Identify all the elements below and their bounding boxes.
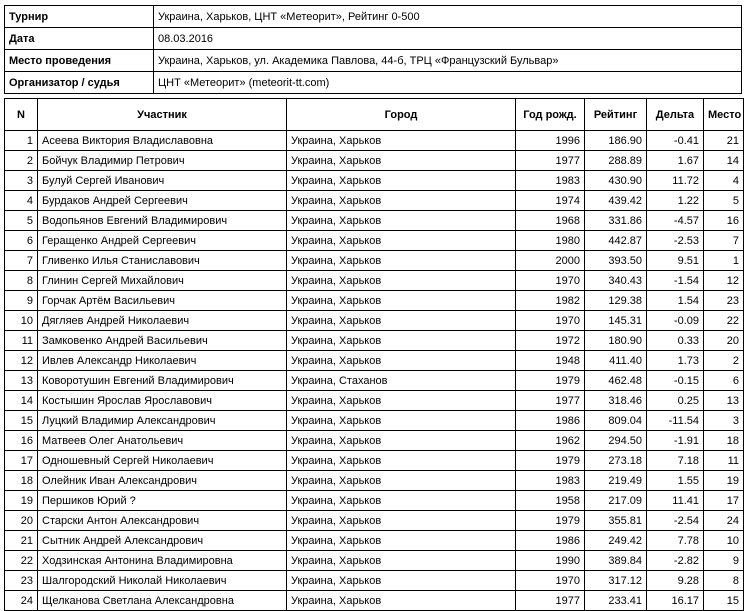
cell-participant: Гливенко Илья Станиславович: [38, 251, 287, 271]
cell-number: 15: [5, 411, 38, 431]
table-row: [5, 311, 744, 331]
table-row: [5, 451, 744, 471]
cell-place: 5: [704, 191, 744, 211]
cell-birth-year: 1977: [516, 391, 585, 411]
cell-number: 11: [5, 331, 38, 351]
cell-birth-year: 1974: [516, 191, 585, 211]
cell-place: 16: [704, 211, 744, 231]
cell-place: 2: [704, 351, 744, 371]
table-row: [5, 551, 744, 571]
cell-delta: 1.67: [647, 151, 704, 171]
cell-birth-year: 1977: [516, 591, 585, 611]
cell-place: 9: [704, 551, 744, 571]
column-header-number: N: [5, 99, 38, 131]
cell-participant: Водопьянов Евгений Владимирович: [38, 211, 287, 231]
cell-place: 22: [704, 311, 744, 331]
cell-rating: 180.90: [585, 331, 647, 351]
cell-rating: 355.81: [585, 511, 647, 531]
cell-city: Украина, Харьков: [287, 191, 516, 211]
cell-city: Украина, Харьков: [287, 291, 516, 311]
cell-rating: 233.41: [585, 591, 647, 611]
cell-number: 3: [5, 171, 38, 191]
table-row: [5, 491, 744, 511]
cell-birth-year: 1983: [516, 171, 585, 191]
table-row: [5, 431, 744, 451]
cell-participant: Ходзинская Антонина Владимировна: [38, 551, 287, 571]
cell-city: Украина, Харьков: [287, 211, 516, 231]
cell-participant: Матвеев Олег Анатольевич: [38, 431, 287, 451]
cell-rating: 809.04: [585, 411, 647, 431]
cell-number: 19: [5, 491, 38, 511]
cell-birth-year: 1962: [516, 431, 585, 451]
cell-birth-year: 1958: [516, 491, 585, 511]
cell-delta: -0.41: [647, 131, 704, 151]
cell-place: 13: [704, 391, 744, 411]
cell-city: Украина, Харьков: [287, 551, 516, 571]
cell-birth-year: 1948: [516, 351, 585, 371]
cell-number: 5: [5, 211, 38, 231]
cell-birth-year: 1996: [516, 131, 585, 151]
cell-city: Украина, Харьков: [287, 471, 516, 491]
cell-city: Украина, Харьков: [287, 411, 516, 431]
table-row: [5, 171, 744, 191]
cell-rating: 318.46: [585, 391, 647, 411]
cell-participant: Геращенко Андрей Сергеевич: [38, 231, 287, 251]
cell-rating: 430.90: [585, 171, 647, 191]
info-value: Украина, Харьков, ул. Академика Павлова, 44-б, ТРЦ «Французский Бульвар»: [154, 50, 742, 72]
cell-delta: -0.15: [647, 371, 704, 391]
table-row: [5, 151, 744, 171]
cell-number: 17: [5, 451, 38, 471]
cell-place: 11: [704, 451, 744, 471]
table-row: [5, 291, 744, 311]
cell-city: Украина, Харьков: [287, 431, 516, 451]
cell-place: 8: [704, 571, 744, 591]
info-value: ЦНТ «Метеорит» (meteorit-tt.com): [154, 72, 742, 94]
cell-birth-year: 1986: [516, 531, 585, 551]
column-header-participant: Участник: [38, 99, 287, 131]
cell-delta: 1.55: [647, 471, 704, 491]
cell-number: 16: [5, 431, 38, 451]
cell-delta: -0.09: [647, 311, 704, 331]
cell-place: 1: [704, 251, 744, 271]
table-row: [5, 251, 744, 271]
cell-city: Украина, Харьков: [287, 251, 516, 271]
cell-participant: Глинин Сергей Михайлович: [38, 271, 287, 291]
info-label: Дата: [5, 28, 154, 50]
table-row: [5, 191, 744, 211]
cell-participant: Першиков Юрий ?: [38, 491, 287, 511]
cell-participant: Сытник Андрей Александрович: [38, 531, 287, 551]
column-header-city: Город: [287, 99, 516, 131]
cell-participant: Шалгородский Николай Николаевич: [38, 571, 287, 591]
cell-place: 4: [704, 171, 744, 191]
cell-participant: Дягляев Андрей Николаевич: [38, 311, 287, 331]
cell-number: 7: [5, 251, 38, 271]
table-row: [5, 411, 744, 431]
cell-delta: -1.54: [647, 271, 704, 291]
cell-rating: 389.84: [585, 551, 647, 571]
cell-rating: 331.86: [585, 211, 647, 231]
header-row: [5, 99, 744, 131]
cell-delta: 7.18: [647, 451, 704, 471]
cell-place: 21: [704, 131, 744, 151]
info-label: Организатор / судья: [5, 72, 154, 94]
cell-place: 10: [704, 531, 744, 551]
cell-delta: 1.73: [647, 351, 704, 371]
cell-city: Украина, Харьков: [287, 591, 516, 611]
cell-city: Украина, Харьков: [287, 391, 516, 411]
cell-city: Украина, Харьков: [287, 491, 516, 511]
cell-number: 23: [5, 571, 38, 591]
cell-participant: Костышин Ярослав Ярославович: [38, 391, 287, 411]
cell-participant: Луцкий Владимир Александрович: [38, 411, 287, 431]
cell-city: Украина, Харьков: [287, 571, 516, 591]
cell-number: 1: [5, 131, 38, 151]
info-label: Турнир: [5, 6, 154, 28]
cell-birth-year: 1977: [516, 151, 585, 171]
cell-birth-year: 1986: [516, 411, 585, 431]
cell-rating: 249.42: [585, 531, 647, 551]
cell-rating: 340.43: [585, 271, 647, 291]
table-row: [5, 331, 744, 351]
cell-participant: Одношевный Сергей Николаевич: [38, 451, 287, 471]
cell-birth-year: 2000: [516, 251, 585, 271]
cell-delta: 16.17: [647, 591, 704, 611]
cell-number: 10: [5, 311, 38, 331]
cell-delta: 1.22: [647, 191, 704, 211]
cell-delta: -11.54: [647, 411, 704, 431]
cell-delta: 9.28: [647, 571, 704, 591]
cell-rating: 186.90: [585, 131, 647, 151]
cell-participant: Асеева Виктория Владиславовна: [38, 131, 287, 151]
cell-city: Украина, Харьков: [287, 171, 516, 191]
cell-delta: 11.72: [647, 171, 704, 191]
cell-rating: 411.40: [585, 351, 647, 371]
cell-participant: Старски Антон Александрович: [38, 511, 287, 531]
results-body: [5, 131, 744, 611]
results-header: [5, 99, 744, 131]
table-row: [5, 351, 744, 371]
info-row: [5, 6, 742, 28]
column-header-birth-year: Год рожд.: [516, 99, 585, 131]
cell-number: 8: [5, 271, 38, 291]
table-row: [5, 371, 744, 391]
column-header-delta: Дельта: [647, 99, 704, 131]
cell-rating: 129.38: [585, 291, 647, 311]
cell-rating: 294.50: [585, 431, 647, 451]
results-table: [4, 98, 744, 611]
cell-participant: Бойчук Владимир Петрович: [38, 151, 287, 171]
cell-birth-year: 1979: [516, 511, 585, 531]
cell-place: 20: [704, 331, 744, 351]
cell-delta: -2.53: [647, 231, 704, 251]
cell-number: 9: [5, 291, 38, 311]
table-row: [5, 211, 744, 231]
cell-place: 12: [704, 271, 744, 291]
cell-birth-year: 1970: [516, 271, 585, 291]
cell-rating: 273.18: [585, 451, 647, 471]
cell-number: 2: [5, 151, 38, 171]
cell-place: 7: [704, 231, 744, 251]
cell-participant: Горчак Артём Васильевич: [38, 291, 287, 311]
tournament-info-table: [4, 5, 742, 94]
cell-delta: -2.82: [647, 551, 704, 571]
cell-participant: Замковенко Андрей Васильевич: [38, 331, 287, 351]
cell-rating: 462.48: [585, 371, 647, 391]
cell-participant: Коворотушин Евгений Владимирович: [38, 371, 287, 391]
cell-city: Украина, Харьков: [287, 531, 516, 551]
info-row: [5, 50, 742, 72]
info-row: [5, 28, 742, 50]
cell-number: 12: [5, 351, 38, 371]
tournament-info-body: [5, 6, 742, 94]
info-value: Украина, Харьков, ЦНТ «Метеорит», Рейтинг 0-500: [154, 6, 742, 28]
cell-number: 20: [5, 511, 38, 531]
table-row: [5, 531, 744, 551]
cell-city: Украина, Харьков: [287, 151, 516, 171]
cell-number: 24: [5, 591, 38, 611]
cell-delta: 11.41: [647, 491, 704, 511]
column-header-rating: Рейтинг: [585, 99, 647, 131]
cell-place: 23: [704, 291, 744, 311]
cell-participant: Олейник Иван Александрович: [38, 471, 287, 491]
cell-number: 21: [5, 531, 38, 551]
cell-rating: 217.09: [585, 491, 647, 511]
table-row: [5, 511, 744, 531]
cell-place: 18: [704, 431, 744, 451]
cell-participant: Бурдаков Андрей Сергеевич: [38, 191, 287, 211]
cell-rating: 439.42: [585, 191, 647, 211]
cell-place: 17: [704, 491, 744, 511]
cell-place: 15: [704, 591, 744, 611]
table-row: [5, 591, 744, 611]
cell-delta: 9.51: [647, 251, 704, 271]
info-value: 08.03.2016: [154, 28, 742, 50]
cell-birth-year: 1970: [516, 311, 585, 331]
cell-place: 14: [704, 151, 744, 171]
column-header-place: Место: [704, 99, 744, 131]
cell-rating: 317.12: [585, 571, 647, 591]
cell-participant: Щелканова Светлана Александровна: [38, 591, 287, 611]
cell-number: 13: [5, 371, 38, 391]
cell-birth-year: 1983: [516, 471, 585, 491]
cell-rating: 442.87: [585, 231, 647, 251]
cell-delta: -4.57: [647, 211, 704, 231]
cell-rating: 393.50: [585, 251, 647, 271]
cell-city: Украина, Харьков: [287, 451, 516, 471]
cell-delta: 1.54: [647, 291, 704, 311]
cell-birth-year: 1968: [516, 211, 585, 231]
cell-place: 19: [704, 471, 744, 491]
cell-delta: 0.25: [647, 391, 704, 411]
cell-participant: Ивлев Александр Николаевич: [38, 351, 287, 371]
table-row: [5, 391, 744, 411]
cell-birth-year: 1979: [516, 451, 585, 471]
cell-city: Украина, Стаханов: [287, 371, 516, 391]
cell-city: Украина, Харьков: [287, 511, 516, 531]
cell-city: Украина, Харьков: [287, 351, 516, 371]
table-row: [5, 131, 744, 151]
table-row: [5, 271, 744, 291]
cell-number: 14: [5, 391, 38, 411]
cell-city: Украина, Харьков: [287, 311, 516, 331]
cell-place: 24: [704, 511, 744, 531]
cell-delta: 0.33: [647, 331, 704, 351]
cell-birth-year: 1970: [516, 571, 585, 591]
cell-delta: -2.54: [647, 511, 704, 531]
cell-birth-year: 1980: [516, 231, 585, 251]
cell-delta: 7.78: [647, 531, 704, 551]
cell-number: 6: [5, 231, 38, 251]
info-label: Место проведения: [5, 50, 154, 72]
cell-city: Украина, Харьков: [287, 271, 516, 291]
cell-rating: 288.89: [585, 151, 647, 171]
cell-participant: Булуй Сергей Иванович: [38, 171, 287, 191]
cell-place: 6: [704, 371, 744, 391]
cell-rating: 145.31: [585, 311, 647, 331]
info-row: [5, 72, 742, 94]
cell-city: Украина, Харьков: [287, 231, 516, 251]
cell-birth-year: 1979: [516, 371, 585, 391]
cell-city: Украина, Харьков: [287, 331, 516, 351]
cell-delta: -1.91: [647, 431, 704, 451]
cell-number: 18: [5, 471, 38, 491]
cell-birth-year: 1972: [516, 331, 585, 351]
cell-number: 22: [5, 551, 38, 571]
cell-place: 3: [704, 411, 744, 431]
cell-birth-year: 1982: [516, 291, 585, 311]
cell-number: 4: [5, 191, 38, 211]
table-row: [5, 471, 744, 491]
cell-birth-year: 1990: [516, 551, 585, 571]
cell-city: Украина, Харьков: [287, 131, 516, 151]
cell-rating: 219.49: [585, 471, 647, 491]
table-row: [5, 231, 744, 251]
table-row: [5, 571, 744, 591]
